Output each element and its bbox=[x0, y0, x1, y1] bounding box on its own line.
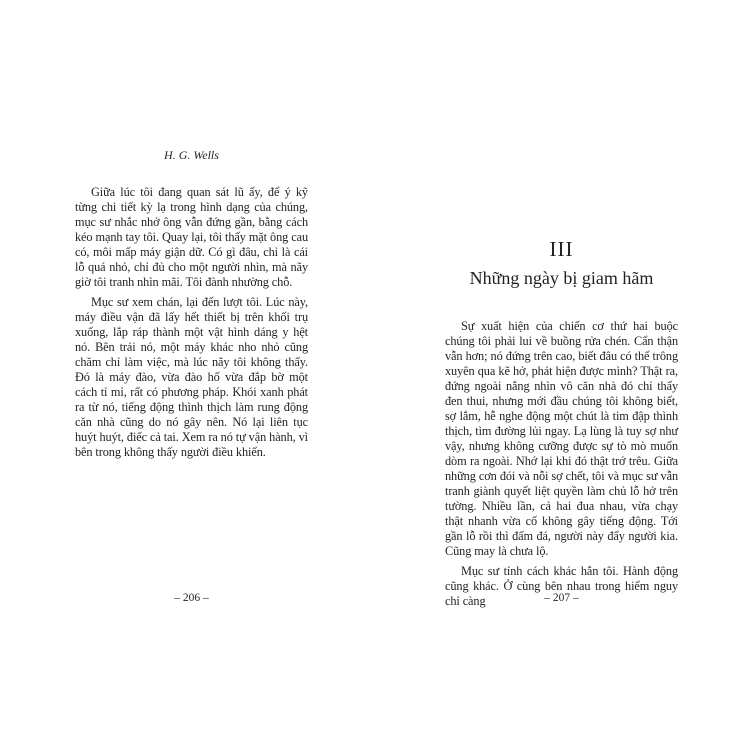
paragraph: Giữa lúc tôi đang quan sát lũ ấy, để ý kỹ từng chi tiết kỳ lạ trong hình dạng của chúng, mục sư nhắc nhở ông vẫn đứng gần, bằng cách kéo mạnh tay tôi. Quay lại, tôi thấy mặt ông cau có, môi mấp máy giận dữ. Có gì đâu, chỉ là cái lỗ quá nhỏ, chỉ đủ cho một người nhìn, mà nãy giờ tôi tranh nhìn mãi. Tôi đành nhường chỗ. bbox=[75, 185, 308, 289]
page-right bbox=[445, 237, 678, 609]
page-number-left: – 206 – bbox=[174, 592, 209, 604]
chapter-title: Những ngày bị giam hãm bbox=[469, 268, 654, 288]
paragraph: Sự xuất hiện của chiến cơ thứ hai buộc chúng tôi phải lui về buồng rửa chén. Cẩn thận vẫn hơn; nó đứng trên cao, biết đâu có thể trông xuyên qua kẽ hở, phát hiện được mình? Thật ra, đứng ngoài nắng nhìn vô căn nhà đó chỉ thấy đen thui, nhưng mới đầu chúng tôi không biết, sợ lắm, hễ nghe động một chút là tim đập thình thịch, tìm đường lủi ngay. Lạ lùng là tuy sợ như vậy, nhưng không cưỡng được sự tò mò muốn dòm ra ngoài. Nhớ lại khi đó thật trớ trêu. Giữa những cơn đói và nỗi sợ chết, tôi và mục sư vẫn tranh giành quyết liệt quyền làm chủ lỗ hở trên tường. Nhiều lần, cả hai đua nhau, vừa chạy thật nhanh vừa cố không gây tiếng động. Tới gần lỗ rồi thì đấm đá, người này đẩy người kia. Cũng may là chưa lộ. bbox=[445, 319, 678, 558]
paragraph: Mục sư xem chán, lại đến lượt tôi. Lúc này, máy điều vận đã lấy hết thiết bị trên khối trụ xuống, lắp ráp thành một vật hình dáng y hệt nó. Bên trái nó, một máy khác nho nhỏ cũng chăm chỉ làm việc, mà lúc nãy tôi không thấy. Đó là máy đào, vừa đào hố vừa đắp bờ một cách tỉ mỉ, rất có phương pháp. Khói xanh phát ra từ nó, tiếng động thình thịch làm rung động căn nhà cũng do nó gây nên. Nó lại liên tục huýt huýt, điếc cả tai. Xem ra nó tự vận hành, vì bên trong không thấy người điều khiển. bbox=[75, 295, 308, 459]
chapter-body bbox=[445, 319, 678, 609]
paragraph: Mục sư tính cách khác hẳn tôi. Hành động cũng khác. Ở cùng bên nhau trong hiểm nguy chỉ càng bbox=[445, 564, 678, 608]
page-number-right: – 207 – bbox=[544, 592, 579, 604]
page-left bbox=[75, 148, 308, 460]
chapter-number: III bbox=[549, 237, 574, 261]
running-header: H. G. Wells bbox=[164, 148, 219, 162]
